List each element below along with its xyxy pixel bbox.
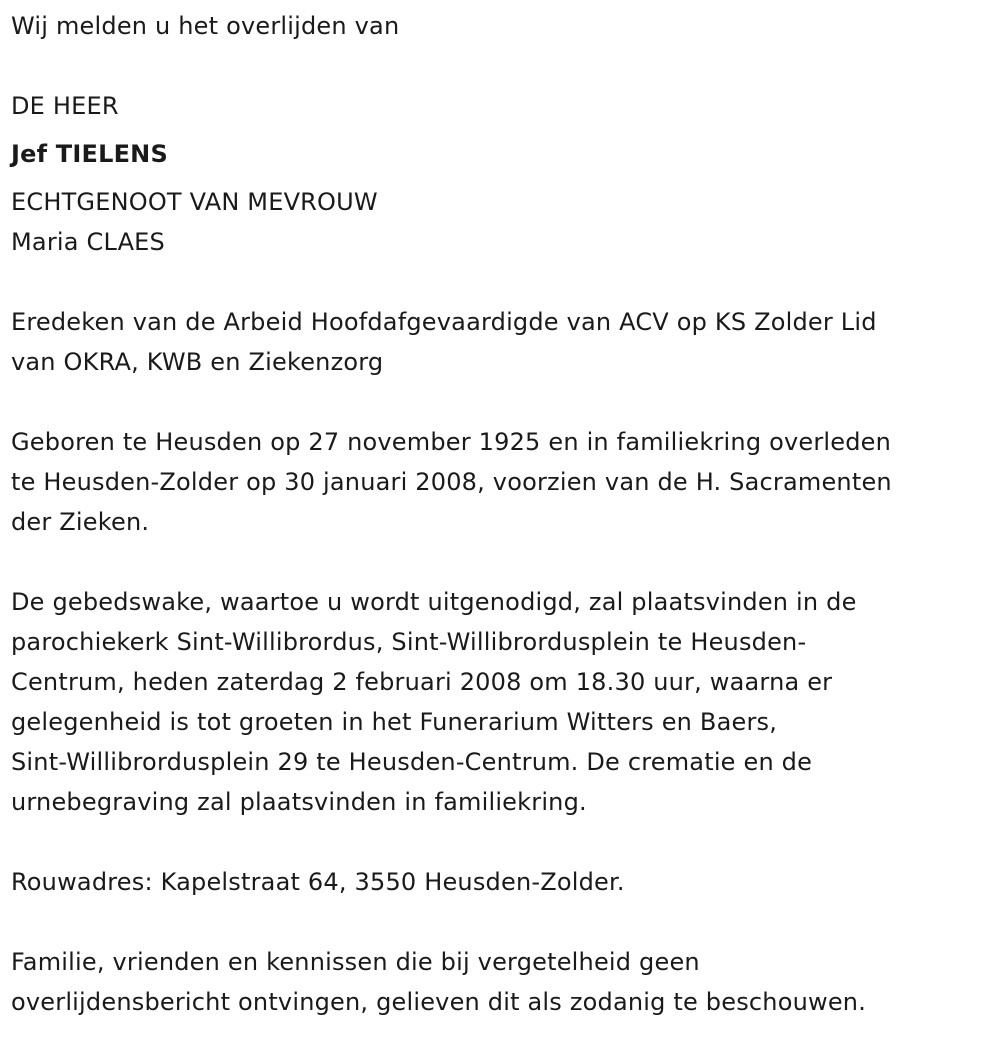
deceased-name: Jef TIELENS xyxy=(11,140,168,168)
honors-line: Eredeken van de Arbeid Hoofdafgevaardigde van ACV op KS Zolder Lid xyxy=(11,308,877,336)
wake-line: De gebedswake, waartoe u wordt uitgenodigd, zal plaatsvinden in de xyxy=(11,588,857,616)
wake-line: urnebegraving zal plaatsvinden in familiekring. xyxy=(11,788,587,816)
honors-line: van OKRA, KWB en Ziekenzorg xyxy=(11,348,384,376)
closing-line: Familie, vrienden en kennissen die bij vergetelheid geen xyxy=(11,948,700,976)
spacer xyxy=(11,46,1000,86)
wake-line: gelegenheid is tot groeten in het Funerarium Witters en Baers, xyxy=(11,708,778,736)
spouse-label: ECHTGENOOT VAN MEVROUW xyxy=(11,188,378,216)
wake-paragraph xyxy=(11,582,1000,822)
intro-text: Wij melden u het overlijden van xyxy=(11,12,400,40)
birth-death-line: Geboren te Heusden op 27 november 1925 en in familiekring overleden xyxy=(11,428,892,456)
birth-death-line: der Zieken. xyxy=(11,508,150,536)
spacer xyxy=(11,542,1000,582)
spacer xyxy=(11,262,1000,302)
spouse-name: Maria CLAES xyxy=(11,228,165,256)
wake-line: parochiekerk Sint-Willibrordus, Sint-Willibrordusplein te Heusden- xyxy=(11,628,807,656)
birth-death-paragraph xyxy=(11,422,1000,542)
mourning-address: Rouwadres: Kapelstraat 64, 3550 Heusden-Zolder. xyxy=(11,868,625,896)
spacer xyxy=(11,902,1000,942)
wake-line: Centrum, heden zaterdag 2 februari 2008 om 18.30 uur, waarna er xyxy=(11,668,833,696)
honorific-title: DE HEER xyxy=(11,92,119,120)
closing-line: overlijdensbericht ontvingen, gelieven dit als zodanig te beschouwen. xyxy=(11,988,867,1016)
spacer xyxy=(11,382,1000,422)
birth-death-line: te Heusden-Zolder op 30 januari 2008, voorzien van de H. Sacramenten xyxy=(11,468,892,496)
closing-paragraph xyxy=(11,942,1000,1022)
wake-line: Sint-Willibrordusplein 29 te Heusden-Centrum. De crematie en de xyxy=(11,748,813,776)
honors-paragraph xyxy=(11,302,1000,382)
spacer xyxy=(11,822,1000,862)
